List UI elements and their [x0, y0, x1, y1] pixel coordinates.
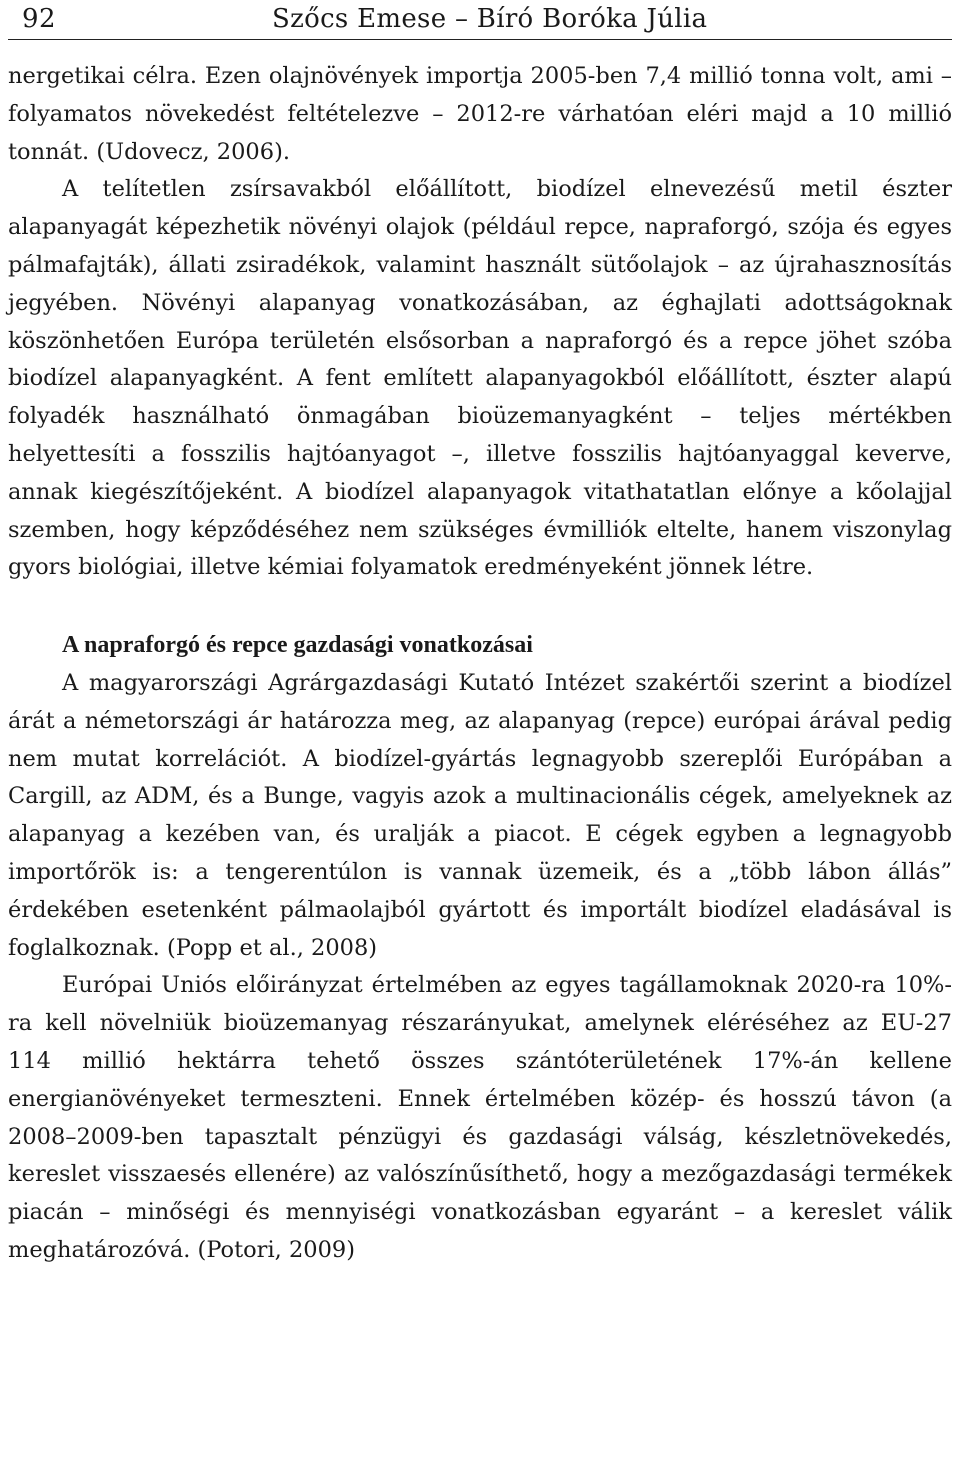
paragraph-biodiesel-feedstock: A telítetlen zsírsavakból előállított, biodízel elnevezésű metil észter alapanyagát képezhetik növényi olajok (például repce, napraforgó, szója és egyes pálmafajták), állati zsiradékok, valamint használt sütőolajok – az újrahasznosítás jegyében. Növényi alapanyag vonatkozásában, az éghajlati adottságoknak köszönhetően Európa területén elsősorban a napraforgó és a repce jöhet szóba biodízel alapanyagként. A fent említett alapanyagokból előállított, észter alapú folyadék használható önmagában bioüzemanyagként – teljes mértékben helyettesíti a fosszilis hajtóanyagot –, illetve fosszilis hajtóanyaggal keverve, annak kiegészítőjeként. A biodízel alapanyagok vitathatatlan előnye a kőolajjal szemben, hogy képződéséhez nem szükséges évmilliók eltelte, hanem viszonylag gyors biológiai, illetve kémiai folyamatok eredményeként jönnek létre.: [8, 176, 952, 581]
main-text: [8, 58, 952, 1270]
page-number: 92: [22, 4, 57, 34]
section-heading: A napraforgó és repce gazdasági vonatkozásai: [62, 632, 533, 659]
paragraph-market-players: A magyarországi Agrárgazdasági Kutató Intézet szakértői szerint a biodízel árát a németországi ár határozza meg, az alapanyag (repce) európai árával pedig nem mutat korrelációt. A biodízel-gyártás legnagyobb szereplői Európában a Cargill, az ADM, és a Bunge, vagyis azok a multinacionális cégek, amelyeknek az alapanyag a kezében van, és uralják a piacot. E cégek egyben a legnagyobb importőrök is: a tengerentúlon is vannak üzemeik, és a „több lábon állás” érdekében esetenként pálmaolajból gyártott és importált biodízel eladásával is foglalkoznak. (Popp et al., 2008): [8, 669, 952, 961]
running-head-authors: Szőcs Emese – Bíró Boróka Júlia: [272, 4, 708, 34]
paragraph-continuation: nergetikai célra. Ezen olajnövények importja 2005-ben 7,4 millió tonna volt, ami – folyamatos növekedést feltételezve – 2012-re várhatóan eléri majd a 10 millió tonnát. (Udovecz, 2006).: [8, 63, 952, 165]
paragraph-eu-targets: Európai Uniós előirányzat értelmében az egyes tagállamoknak 2020-ra 10%-ra kell növelniük bioüzemanyag részarányukat, amelynek eléréséhez az EU-27 114 millió hektárra tehető összes szántóterületének 17%-án kellene energianövényeket termeszteni. Ennek értelmében közép- és hosszú távon (a 2008–2009-ben tapasztalt pénzügyi és gazdasági válság, készletnövekedés, kereslet visszaesés ellenére) az valószínűsíthető, hogy a mezőgazdasági termékek piacán – minőségi és mennyiségi vonatkozásban egyaránt – a kereslet válik meghatározóvá. (Potori, 2009): [8, 972, 952, 1263]
page-header: [8, 0, 952, 40]
